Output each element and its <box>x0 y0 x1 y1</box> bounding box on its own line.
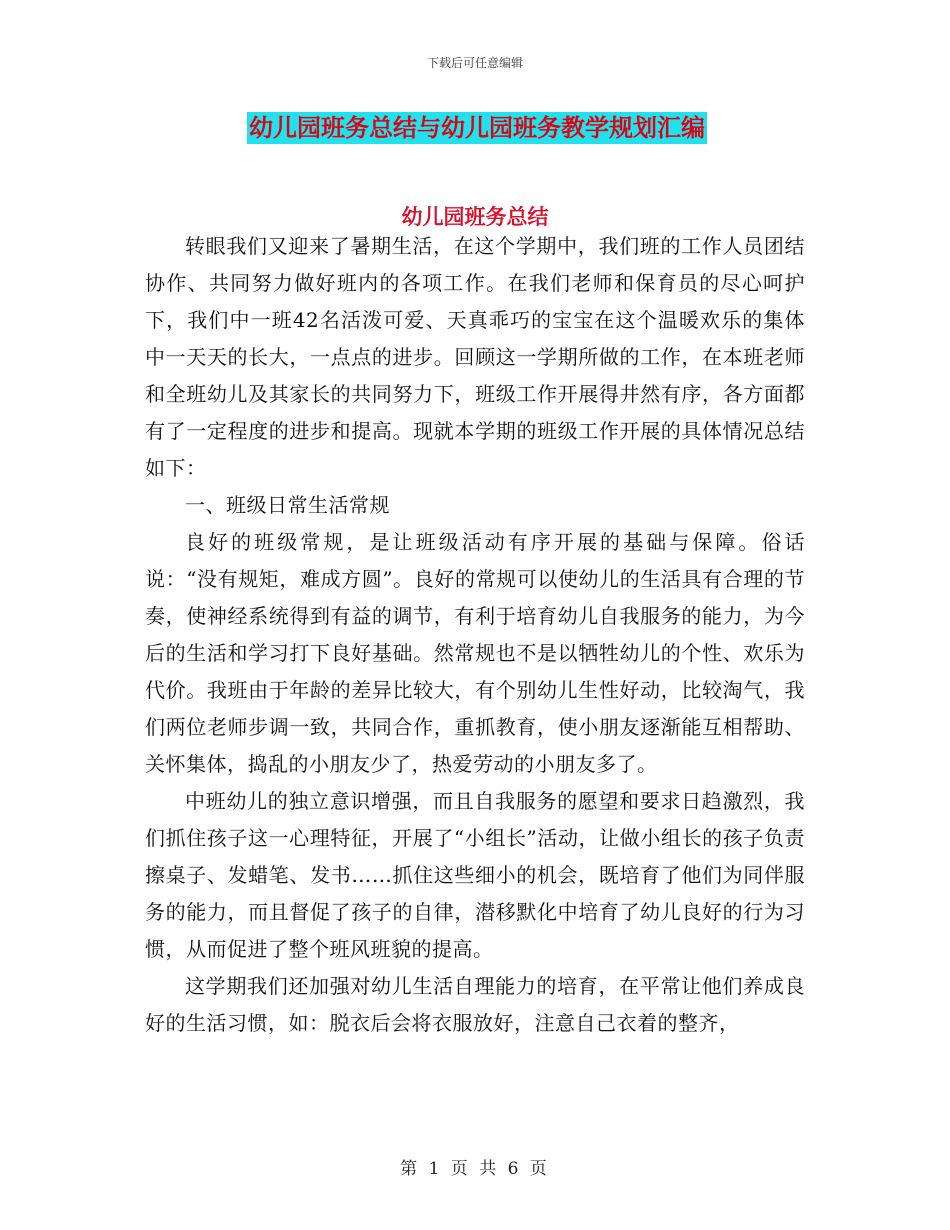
header-note: 下载后可任意编辑 <box>426 56 523 70</box>
paragraph-intro: 转眼我们又迎来了暑期生活，在这个学期中，我们班的工作人员团结协作、共同努力做好班内的各项工作。在我们老师和保育员的尽心呵护下，我们中一班42名活泼可爱、天真乖巧的宝宝在这个温暖欢乐的集体中一天天的长大，一点点的进步。回顾这一学期所做的工作，在本班老师和全班幼儿及其家长的共同努力下，班级工作开展得井然有序，各方面都有了一定程度的进步和提高。现就本学期的班级工作开展的具体情况总结如下： <box>145 234 805 480</box>
section-title: 幼儿园班务总结 <box>401 204 549 229</box>
paragraph-routine: 良好的班级常规，是让班级活动有序开展的基础与保障。俗话说：“没有规矩，难成方圆”。良好的常规可以使幼儿的生活具有合理的节奏，使神经系统得到有益的调节，有利于培育幼儿自我服务的能力，为今后的生活和学习打下良好基础。然常规也不是以牺牲幼儿的个性、欢乐为代价。我班由于年龄的差异比较大，有个别幼儿生性好动，比较淘气，我们两位老师步调一致，共同合作，重抓教育，使小朋友逐渐能互相帮助、关怀集体，捣乱的小朋友少了，热爱劳动的小朋友多了。 <box>145 530 805 776</box>
page-number: 第 1 页 共 6 页 <box>400 1159 550 1179</box>
paragraph-group-leader: 中班幼儿的独立意识增强，而且自我服务的愿望和要求日趋激烈，我们抓住孩子这一心理特征，开展了“小组长”活动，让做小组长的孩子负责擦桌子、发蜡笔、发书……抓住这些细小的机会，既培育了他们为同伴服务的能力，而且督促了孩子的自律，潜移默化中培育了幼儿良好的行为习惯，从而促进了整个班风班貌的提高。 <box>145 789 805 961</box>
heading-daily-routine: 一、班级日常生活常规 <box>185 493 390 517</box>
body-text <box>145 228 805 1042</box>
document-title: 幼儿园班务总结与幼儿园班务教学规划汇编 <box>249 113 705 142</box>
paragraph-self-care: 这学期我们还加强对幼儿生活自理能力的培育，在平常让他们养成良好的生活习惯，如：脱衣后会将衣服放好，注意自己衣着的整齐， <box>145 974 805 1035</box>
